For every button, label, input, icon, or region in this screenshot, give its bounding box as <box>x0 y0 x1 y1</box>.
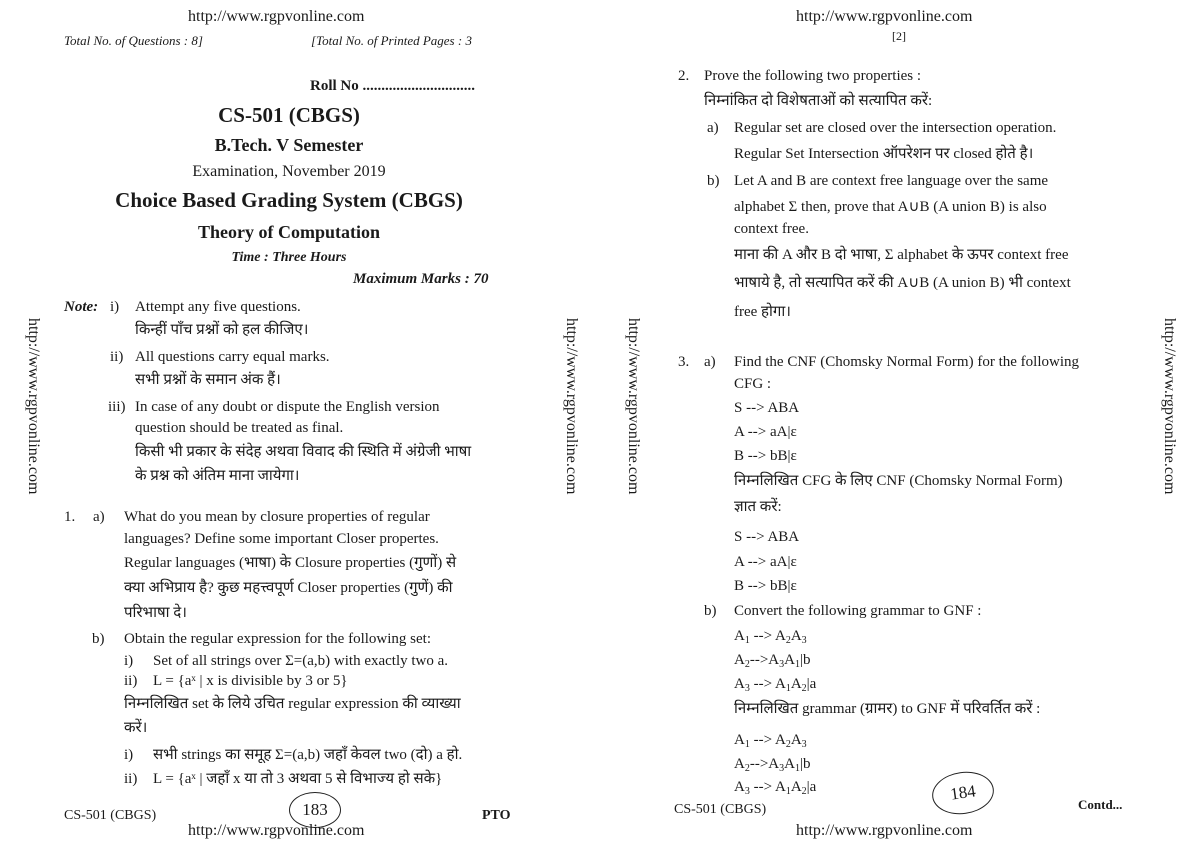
q3b-en: Convert the following grammar to GNF : <box>734 603 982 619</box>
q2b-label: b) <box>707 173 720 189</box>
subject-title: Theory of Computation <box>197 222 380 242</box>
q3a-label: a) <box>704 354 716 370</box>
q1b-i: Set of all strings over Σ=(a,b) with exactly two a. <box>153 653 449 669</box>
total-questions: Total No. of Questions : 8] <box>64 33 203 48</box>
q3a-g2: A --> aA|ε <box>734 424 797 440</box>
q2b-hi3: free होगा। <box>734 304 791 320</box>
note-iii-en2: question should be treated as final. <box>135 420 344 436</box>
gnf-rule-2: $A_2-->A_3A_1|b$ <box>734 652 811 670</box>
note-iii-hi1: किसी भी प्रकार के संदेह अथवा विवाद की स्थिति में अंग्रेजी भाषा <box>135 444 472 460</box>
q1b-hi-i: सभी strings का समूह Σ=(a,b) जहाँ केवल two (दो) a हो. <box>153 747 463 763</box>
note-ii-hi: सभी प्रश्नों के समान अंक हैं। <box>135 372 281 388</box>
system-title: Choice Based Grading System (CBGS) <box>115 188 463 212</box>
q3a-h3: B --> bB|ε <box>734 578 797 594</box>
q1-num: 1. <box>64 509 76 525</box>
q1b-hi-ii-num: ii) <box>124 771 138 787</box>
q1b-hi2: करें। <box>124 720 148 736</box>
note-ii-num: ii) <box>110 349 124 365</box>
note-i-hi: किन्हीं पाँच प्रश्नों को हल कीजिए। <box>135 322 309 338</box>
note-i-en: Attempt any five questions. <box>135 299 301 315</box>
q2b-en2: alphabet Σ then, prove that A∪B (A union B) is also <box>734 199 1047 215</box>
q1a-label: a) <box>93 509 105 525</box>
q1a-hi1: Regular languages (भाषा) के Closure properties (गुणों) से <box>124 555 457 571</box>
gnf-rule-hi-2: $A_2-->A_3A_1|b$ <box>734 756 811 774</box>
q2b-hi2: भाषाये है, तो सत्यापित करें की A∪B (A union B) भी context <box>734 275 1071 291</box>
q3b-label: b) <box>704 603 717 619</box>
footer-code: CS-501 (CBGS) <box>64 808 157 823</box>
exam-title: Examination, November 2019 <box>192 163 386 180</box>
page-number-stamp: 184 <box>929 768 996 818</box>
note-label: Note: <box>64 299 99 315</box>
q1b-hi1: निम्नलिखित set के लिये उचित regular expression की व्याख्या <box>124 696 461 712</box>
note-ii-en: All questions carry equal marks. <box>135 349 330 365</box>
q3a-hi1: निम्नलिखित CFG के लिए CNF (Chomsky Normal Form) <box>734 473 1063 489</box>
q1b-hi-i-num: i) <box>124 747 134 763</box>
q2b-en1: Let A and B are context free language over the same <box>734 173 1049 189</box>
header-url[interactable]: http://www.rgpvonline.com <box>188 8 365 25</box>
time-label: Time : Three Hours <box>231 250 347 265</box>
q2a-hi: Regular Set Intersection ऑपरेशन पर closed होते है। <box>734 146 1034 162</box>
q1b-en: Obtain the regular expression for the following set: <box>124 631 432 647</box>
q3-num: 3. <box>678 354 690 370</box>
header-url[interactable]: http://www.rgpvonline.com <box>796 8 973 25</box>
contd-label: Contd... <box>1078 797 1123 812</box>
note-iii-hi2: के प्रश्न को अंतिम माना जायेगा। <box>135 468 300 484</box>
page-marker: [2] <box>892 29 906 43</box>
q3a-h2: A --> aA|ε <box>734 554 797 570</box>
side-url-left[interactable]: http://www.rgpvonline.com <box>625 318 642 495</box>
footer-url[interactable]: http://www.rgpvonline.com <box>188 822 365 839</box>
q1a-en2: languages? Define some important Closer propertes. <box>124 531 439 547</box>
note-i-num: i) <box>110 299 120 315</box>
q3a-en1: Find the CNF (Chomsky Normal Form) for the following <box>734 354 1079 370</box>
footer-url[interactable]: http://www.rgpvonline.com <box>796 822 973 839</box>
note-iii-en1: In case of any doubt or dispute the English version <box>135 399 440 415</box>
q3a-g3: B --> bB|ε <box>734 448 797 464</box>
q3a-hi2: ज्ञात करें: <box>734 499 782 515</box>
q1a-hi2: क्या अभिप्राय है? कुछ महत्त्वपूर्ण Closer properties (गुणें) की <box>124 580 453 596</box>
max-marks: Maximum Marks : 70 <box>353 271 489 287</box>
total-pages: [Total No. of Printed Pages : 3 <box>311 33 472 48</box>
course-title: B.Tech. V Semester <box>214 135 364 155</box>
q2a-en: Regular set are closed over the intersection operation. <box>734 120 1057 136</box>
q2-hi: निम्नांकित दो विशेषताओं को सत्यापित करें: <box>704 93 933 109</box>
q1b-ii: L = {aˣ | x is divisible by 3 or 5} <box>153 673 348 689</box>
pto-label: PTO <box>482 808 511 823</box>
roll-no: Roll No .............................. <box>310 78 475 94</box>
q2-num: 2. <box>678 68 690 84</box>
q2b-en3: context free. <box>734 221 809 237</box>
gnf-rule-hi-3: $A_3$ --> $A_1A_2|a$ <box>734 779 817 797</box>
q1b-hi-ii: L = {aˣ | जहाँ x या तो 3 अथवा 5 से विभाज्य हो सके} <box>153 771 443 787</box>
note-iii-num: iii) <box>108 399 126 415</box>
side-url-right[interactable]: http://www.rgpvonline.com <box>563 318 580 495</box>
q3a-g1: S --> ABA <box>734 400 800 416</box>
footer-code: CS-501 (CBGS) <box>674 802 767 817</box>
gnf-rule-1: $A_1$ --> $A_2A_3$ <box>734 628 807 646</box>
q1b-i-num: i) <box>124 653 134 669</box>
q2b-hi1: माना की A और B दो भाषा, Σ alphabet के ऊपर context free <box>734 247 1069 263</box>
paper-code: CS-501 (CBGS) <box>218 103 360 127</box>
page-number-stamp: 183 <box>289 792 341 828</box>
gnf-rule-3: $A_3$ --> $A_1A_2|a$ <box>734 676 817 694</box>
page-right <box>600 0 1200 849</box>
q1b-label: b) <box>92 631 105 647</box>
q3b-hi: निम्नलिखित grammar (ग्रामर) to GNF में परिवर्तित करें : <box>734 701 1041 717</box>
q1a-hi3: परिभाषा दे। <box>124 605 187 621</box>
q2a-label: a) <box>707 120 719 136</box>
q1a-en1: What do you mean by closure properties of regular <box>124 509 430 525</box>
q3a-en2: CFG : <box>734 376 772 392</box>
side-url-right[interactable]: http://www.rgpvonline.com <box>1161 318 1178 495</box>
q3a-h1: S --> ABA <box>734 529 800 545</box>
q1b-ii-num: ii) <box>124 673 138 689</box>
q2-en: Prove the following two properties : <box>704 68 922 84</box>
gnf-rule-hi-1: $A_1$ --> $A_2A_3$ <box>734 732 807 750</box>
side-url-left[interactable]: http://www.rgpvonline.com <box>25 318 42 495</box>
